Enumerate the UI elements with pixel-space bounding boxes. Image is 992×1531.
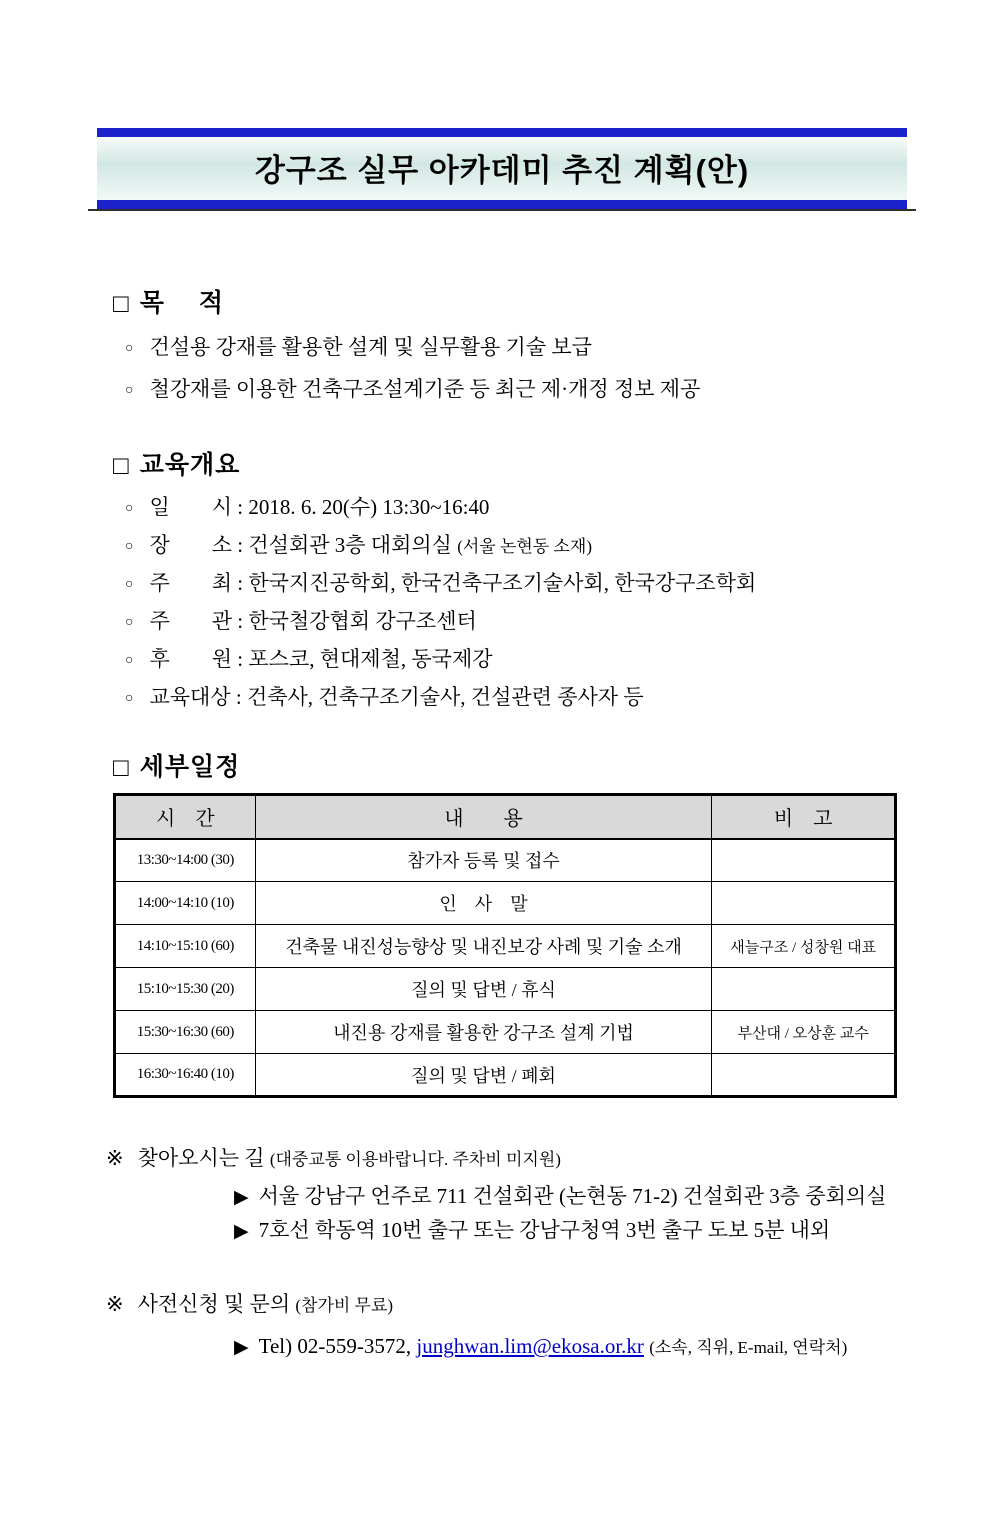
arrow-bullet-icon: ▶ [234,1187,249,1208]
overview-label: 교육대상 : [149,685,242,709]
overview-label: 장 소 : [149,533,244,557]
directions-item-subway [234,1214,992,1248]
reference-mark-icon: ※ [106,1146,124,1170]
schedule-remark-cell [712,1054,896,1097]
square-bullet-icon: □ [113,752,130,782]
schedule-header-remark: 비 고 [712,795,896,839]
schedule-remark-cell: 부산대 / 오상훈 교수 [712,1011,896,1054]
schedule-row [115,882,896,925]
directions-item-text: 7호선 학동역 10번 출구 또는 강남구청역 3번 출구 도보 5분 내외 [258,1218,831,1242]
schedule-row [115,1011,896,1054]
overview-list [0,489,992,717]
section-heading-purpose [113,283,992,319]
schedule-row [115,925,896,968]
schedule-time-cell: 14:00~14:10 (10) [115,882,256,925]
arrow-bullet-icon: ▶ [234,1221,249,1242]
schedule-content-cell: 인 사 말 [255,882,712,925]
schedule-time-cell: 13:30~14:00 (30) [115,839,256,882]
schedule-remark-cell [712,968,896,1011]
schedule-table [113,793,897,1098]
title-banner [97,128,907,211]
contact-title: 사전신청 및 문의 [137,1292,291,1316]
contact-tel-line [234,1330,992,1364]
directions-heading [106,1142,992,1176]
circle-bullet-icon: ○ [125,501,134,516]
circle-bullet-icon: ○ [125,341,134,356]
circle-bullet-icon: ○ [125,653,134,668]
square-bullet-icon: □ [113,288,130,318]
circle-bullet-icon: ○ [125,615,134,630]
schedule-row [115,839,896,882]
directions-item-text: 서울 강남구 언주로 711 건설회관 (논현동 71-2) 건설회관 3층 중회의실 [258,1184,887,1208]
overview-item-organizer [125,603,992,641]
overview-value: 2018. 6. 20(수) 13:30~16:40 [248,495,490,519]
contact-tel: Tel) 02-559-3572, [258,1334,412,1358]
circle-bullet-icon: ○ [125,577,134,592]
schedule-content-cell: 참가자 등록 및 접수 [255,839,712,882]
contact-note: (참가비 무료) [295,1296,394,1315]
purpose-item [125,369,992,411]
overview-note: (서울 논현동 소재) [457,537,592,556]
circle-bullet-icon: ○ [125,539,134,554]
square-bullet-icon: □ [113,450,130,480]
page-title: 강구조 실무 아카데미 추진 계획(안) [254,153,750,188]
purpose-item-text: 건설용 강재를 활용한 설계 및 실무활용 기술 보급 [149,335,592,359]
directions-item-address [234,1180,992,1214]
overview-item-host [125,565,992,603]
overview-label: 일 시 : [149,495,244,519]
schedule-row [115,968,896,1011]
circle-bullet-icon: ○ [125,383,134,398]
overview-item-sponsor [125,641,992,679]
purpose-item-text: 철강재를 이용한 건축구조설계기준 등 최근 제·개정 정보 제공 [149,377,701,401]
schedule-header-content: 내 용 [255,795,712,839]
title-banner-band [97,128,907,209]
schedule-content-cell: 질의 및 답변 / 휴식 [255,968,712,1011]
overview-label: 주 최 : [149,571,244,595]
section-title-schedule: 세부일정 [139,753,241,781]
schedule-content-cell: 건축물 내진성능향상 및 내진보강 사례 및 기술 소개 [255,925,712,968]
overview-label: 주 관 : [149,609,244,633]
directions-note: (대중교통 이용바랍니다. 주차비 미지원) [269,1150,561,1169]
purpose-list [0,327,992,411]
overview-item-place [125,527,992,565]
document-page [0,128,992,1364]
directions-title: 찾아오시는 길 [137,1146,265,1170]
arrow-bullet-icon: ▶ [234,1337,249,1358]
reference-mark-icon: ※ [106,1292,124,1316]
schedule-header-row [115,795,896,839]
schedule-remark-cell [712,839,896,882]
section-heading-overview [113,445,992,481]
contact-email-link[interactable]: junghwan.lim@ekosa.or.kr [416,1334,644,1358]
schedule-content-cell: 내진용 강재를 활용한 강구조 설계 기법 [255,1011,712,1054]
directions-block [106,1142,992,1248]
contact-suffix: (소속, 직위, E-mail, 연락처) [649,1338,848,1357]
overview-item-audience [125,679,992,717]
banner-underline [88,209,916,211]
overview-value: 건설회관 3층 대회의실 [248,533,452,557]
purpose-item [125,327,992,369]
schedule-row [115,1054,896,1097]
schedule-header-time: 시 간 [115,795,256,839]
schedule-time-cell: 15:10~15:30 (20) [115,968,256,1011]
contact-block [106,1288,992,1364]
overview-item-datetime [125,489,992,527]
overview-value: 한국철강협회 강구조센터 [248,609,477,633]
circle-bullet-icon: ○ [125,691,134,706]
overview-value: 한국지진공학회, 한국건축구조기술사회, 한국강구조학회 [248,571,757,595]
section-heading-schedule [113,747,992,783]
schedule-content-cell: 질의 및 답변 / 폐회 [255,1054,712,1097]
contact-heading [106,1288,992,1322]
schedule-time-cell: 15:30~16:30 (60) [115,1011,256,1054]
schedule-time-cell: 14:10~15:10 (60) [115,925,256,968]
overview-value: 포스코, 현대제철, 동국제강 [248,647,493,671]
section-title-purpose: 목 적 [139,289,224,317]
schedule-remark-cell [712,882,896,925]
schedule-remark-cell: 새늘구조 / 성창원 대표 [712,925,896,968]
section-title-overview: 교육개요 [139,451,241,479]
overview-label: 후 원 : [149,647,244,671]
schedule-time-cell: 16:30~16:40 (10) [115,1054,256,1097]
overview-value: 건축사, 건축구조기술사, 건설관련 종사자 등 [246,685,644,709]
